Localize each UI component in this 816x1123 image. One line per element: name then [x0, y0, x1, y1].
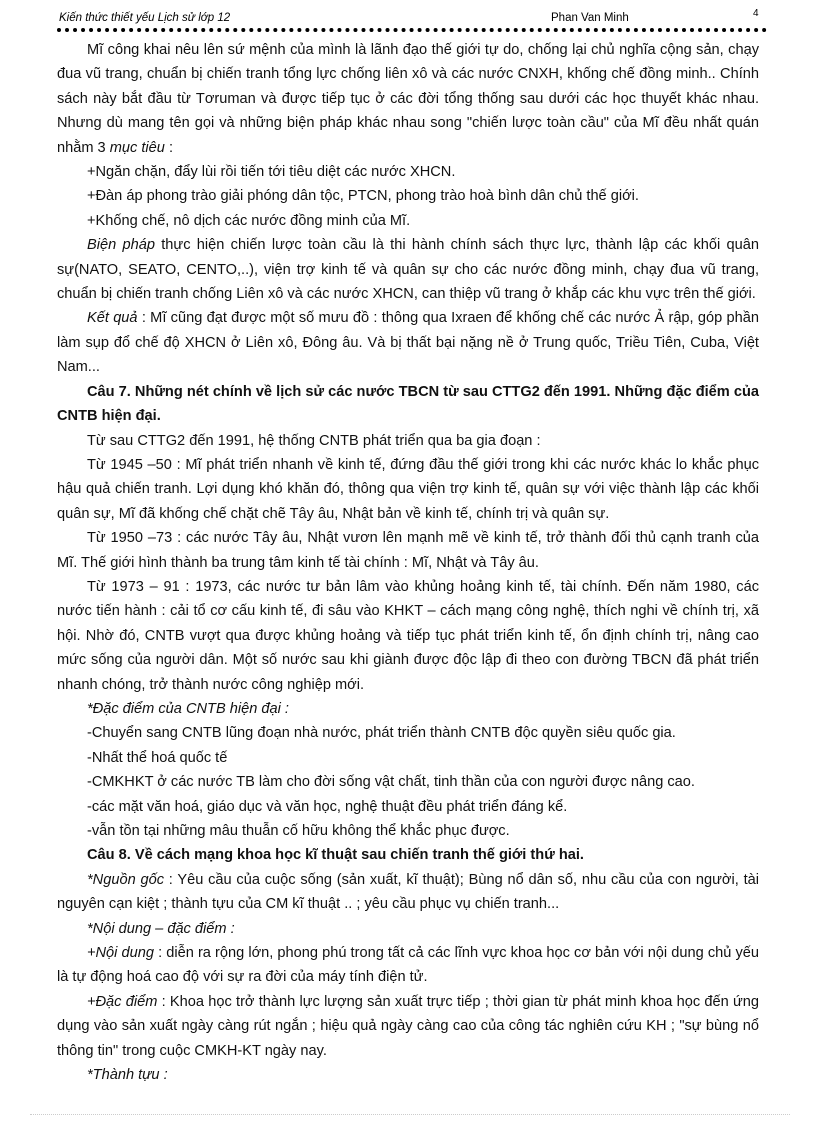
list-item: -vẫn tồn tại những mâu thuẫn cố hữu không thể khắc phục được.	[87, 823, 510, 839]
list-item: -Chuyển sang CNTB lũng đoạn nhà nước, phát triển thành CNTB độc quyền siêu quốc gia.	[87, 725, 676, 742]
document-body	[57, 38, 759, 1087]
list-item: +Đàn áp phong trào giải phóng dân tộc, PTCN, phong trào hoà bình dân chủ thế giới.	[87, 188, 639, 205]
list-item: -các mặt văn hoá, giáo dục và văn học, nghệ thuật đều phát triển đáng kể.	[87, 798, 568, 815]
section-heading: Câu 8. Về cách mạng khoa học kĩ thuật sau chiến tranh thế giới thứ hai.	[87, 847, 584, 864]
paragraph	[57, 868, 759, 917]
header-author: Phan Van Minh	[551, 12, 629, 24]
paragraph-text: : Mĩ cũng đạt được một số mưu đồ : thông qua Ixraen để khống chế các nước Ả rập, góp phần làm sụp đổ chế độ XHCN ở Liên xô, Đông âu. Và bị thất bại nặng nề ở Trung quốc, Triều Tiên, Cuba, Việt Nam...	[57, 310, 759, 376]
subheading: *Đặc điểm của CNTB hiện đại :	[87, 700, 289, 717]
paragraph-text: : diễn ra rộng lớn, phong phú trong tất cả các lĩnh vực khoa học cơ bản với nội dung chủ yếu là tự động hoá cao độ với sự ra đời của máy tính điện tử.	[57, 945, 759, 986]
paragraph-text: :	[164, 139, 173, 156]
list-item: -CMKHKT ở các nước TB làm cho đời sống vật chất, tinh thần của con người được nâng cao.	[87, 774, 695, 791]
subheading: *Thành tựu :	[87, 1067, 168, 1084]
paragraph	[57, 306, 759, 379]
paragraph-text: Mĩ công khai nêu lên sứ mệnh của mình là lãnh đạo thế giới tự do, chống lại chủ nghĩa cộng sản, chạy đua vũ trang, chuẩn bị chiến tranh tổng lực chống liên xô và các nước CNXH, khống chế đồng minh.. Chính sách này bắt đầu từ Tơruman và được tiếp tục ở các đời tổng thống sau dưới các học thuyết khác nhau. Nhưng dù mang tên gọi và những biện pháp khác nhau song "chiến lược toàn cầu" của Mĩ đều nhất quán nhằm 3	[57, 42, 759, 156]
emphasis-text: mục tiêu	[109, 139, 165, 156]
header-dotted-rule	[57, 28, 767, 32]
emphasis-text: +Đặc điểm	[87, 993, 158, 1010]
paragraph	[57, 941, 759, 990]
paragraph: Từ 1950 –73 : các nước Tây âu, Nhật vươn lên mạnh mẽ về kinh tế, trở thành đối thủ cạnh tranh của Mĩ. Thế giới hình thành ba trung tâm kinh tế tài chính : Mĩ, Nhật và Tây âu.	[57, 530, 759, 571]
page-header	[57, 10, 767, 28]
emphasis-text: Kết quả	[87, 310, 138, 327]
paragraph-text: thực hiện chiến lược toàn cầu là thi hành chính sách thực lực, thành lập các khối quân sự(NATO, SEATO, CENTO,..), viện trợ kinh tế và quân sự cho các nước đồng minh, chạy đua vũ trang, chuẩn bị chiến tranh chống Liên xô và các nước XHCN, can thiệp vũ trang ở khắp các khu vực trên thế giới.	[57, 237, 759, 303]
emphasis-text: *Nguồn gốc	[87, 871, 164, 888]
paragraph: Từ 1945 –50 : Mĩ phát triển nhanh về kinh tế, đứng đầu thế giới trong khi các nước khác lo khắc phục hậu quả chiến tranh. Lợi dụng khó khăn đó, thông qua viện trợ kinh tế, quân sự với việc thành lập các khối quân sự, Mĩ đã khống chế chặt chẽ Tây âu, Nhật bản về kinh tế, chính trị và quân sự.	[57, 456, 759, 522]
paragraph	[57, 233, 759, 306]
section-heading: Câu 7. Những nét chính về lịch sử các nước TBCN từ sau CTTG2 đến 1991. Những đặc điểm của CNTB hiện đại.	[57, 383, 759, 425]
paragraph	[57, 38, 759, 160]
paragraph-text: : Khoa học trở thành lực lượng sản xuất trực tiếp ; thời gian từ phát minh khoa học đến ứng dụng vào sản xuất ngày càng rút ngắn ; hiệu quả ngày càng cao của công tác nghiên cứu KH ; "sự bùng nổ thông tin" trong cuộc CMKH-KT ngày nay.	[57, 993, 759, 1059]
paragraph: Từ 1973 – 91 : 1973, các nước tư bản lâm vào khủng hoảng kinh tế, tài chính. Đến năm 1980, các nước tiến hành : cải tổ cơ cấu kinh tế, đi sâu vào KHKT – cách mạng công nghệ, thích nghi về chính trị, xã hội. Nhờ đó, CNTB vượt qua được khủng hoảng và tiếp tục phát triển kinh tế, ổn định chính trị, nâng cao mức sống của người dân. Một số nước sau khi giành được độc lập đi theo con đường TBCN đã phát triển nhanh chóng, trở thành nước công nghiệp mới.	[57, 578, 759, 693]
emphasis-text: Biện pháp	[87, 237, 155, 254]
footer-dotted-rule	[30, 1114, 790, 1115]
list-item: -Nhất thể hoá quốc tế	[87, 749, 228, 766]
list-item: +Khống chế, nô dịch các nước đồng minh của Mĩ.	[87, 212, 411, 229]
paragraph-text: : Yêu cầu của cuộc sống (sản xuất, kĩ thuật); Bùng nổ dân số, nhu cầu của con người, tài nguyên cạn kiệt ; thành tựu của CM kĩ thuật .. ; yêu cầu phục vụ chiến tranh...	[57, 871, 759, 913]
list-item: +Ngăn chặn, đẩy lùi rồi tiến tới tiêu diệt các nước XHCN.	[87, 164, 456, 181]
paragraph: Từ sau CTTG2 đến 1991, hệ thống CNTB phát triển qua ba gia đoạn :	[87, 432, 541, 449]
paragraph	[57, 990, 759, 1063]
emphasis-text: +Nội dung	[87, 945, 154, 962]
subheading: *Nội dung – đặc điểm :	[87, 920, 235, 937]
page-number: 4	[753, 8, 759, 19]
header-title: Kiến thức thiết yếu Lịch sử lớp 12	[59, 12, 231, 24]
